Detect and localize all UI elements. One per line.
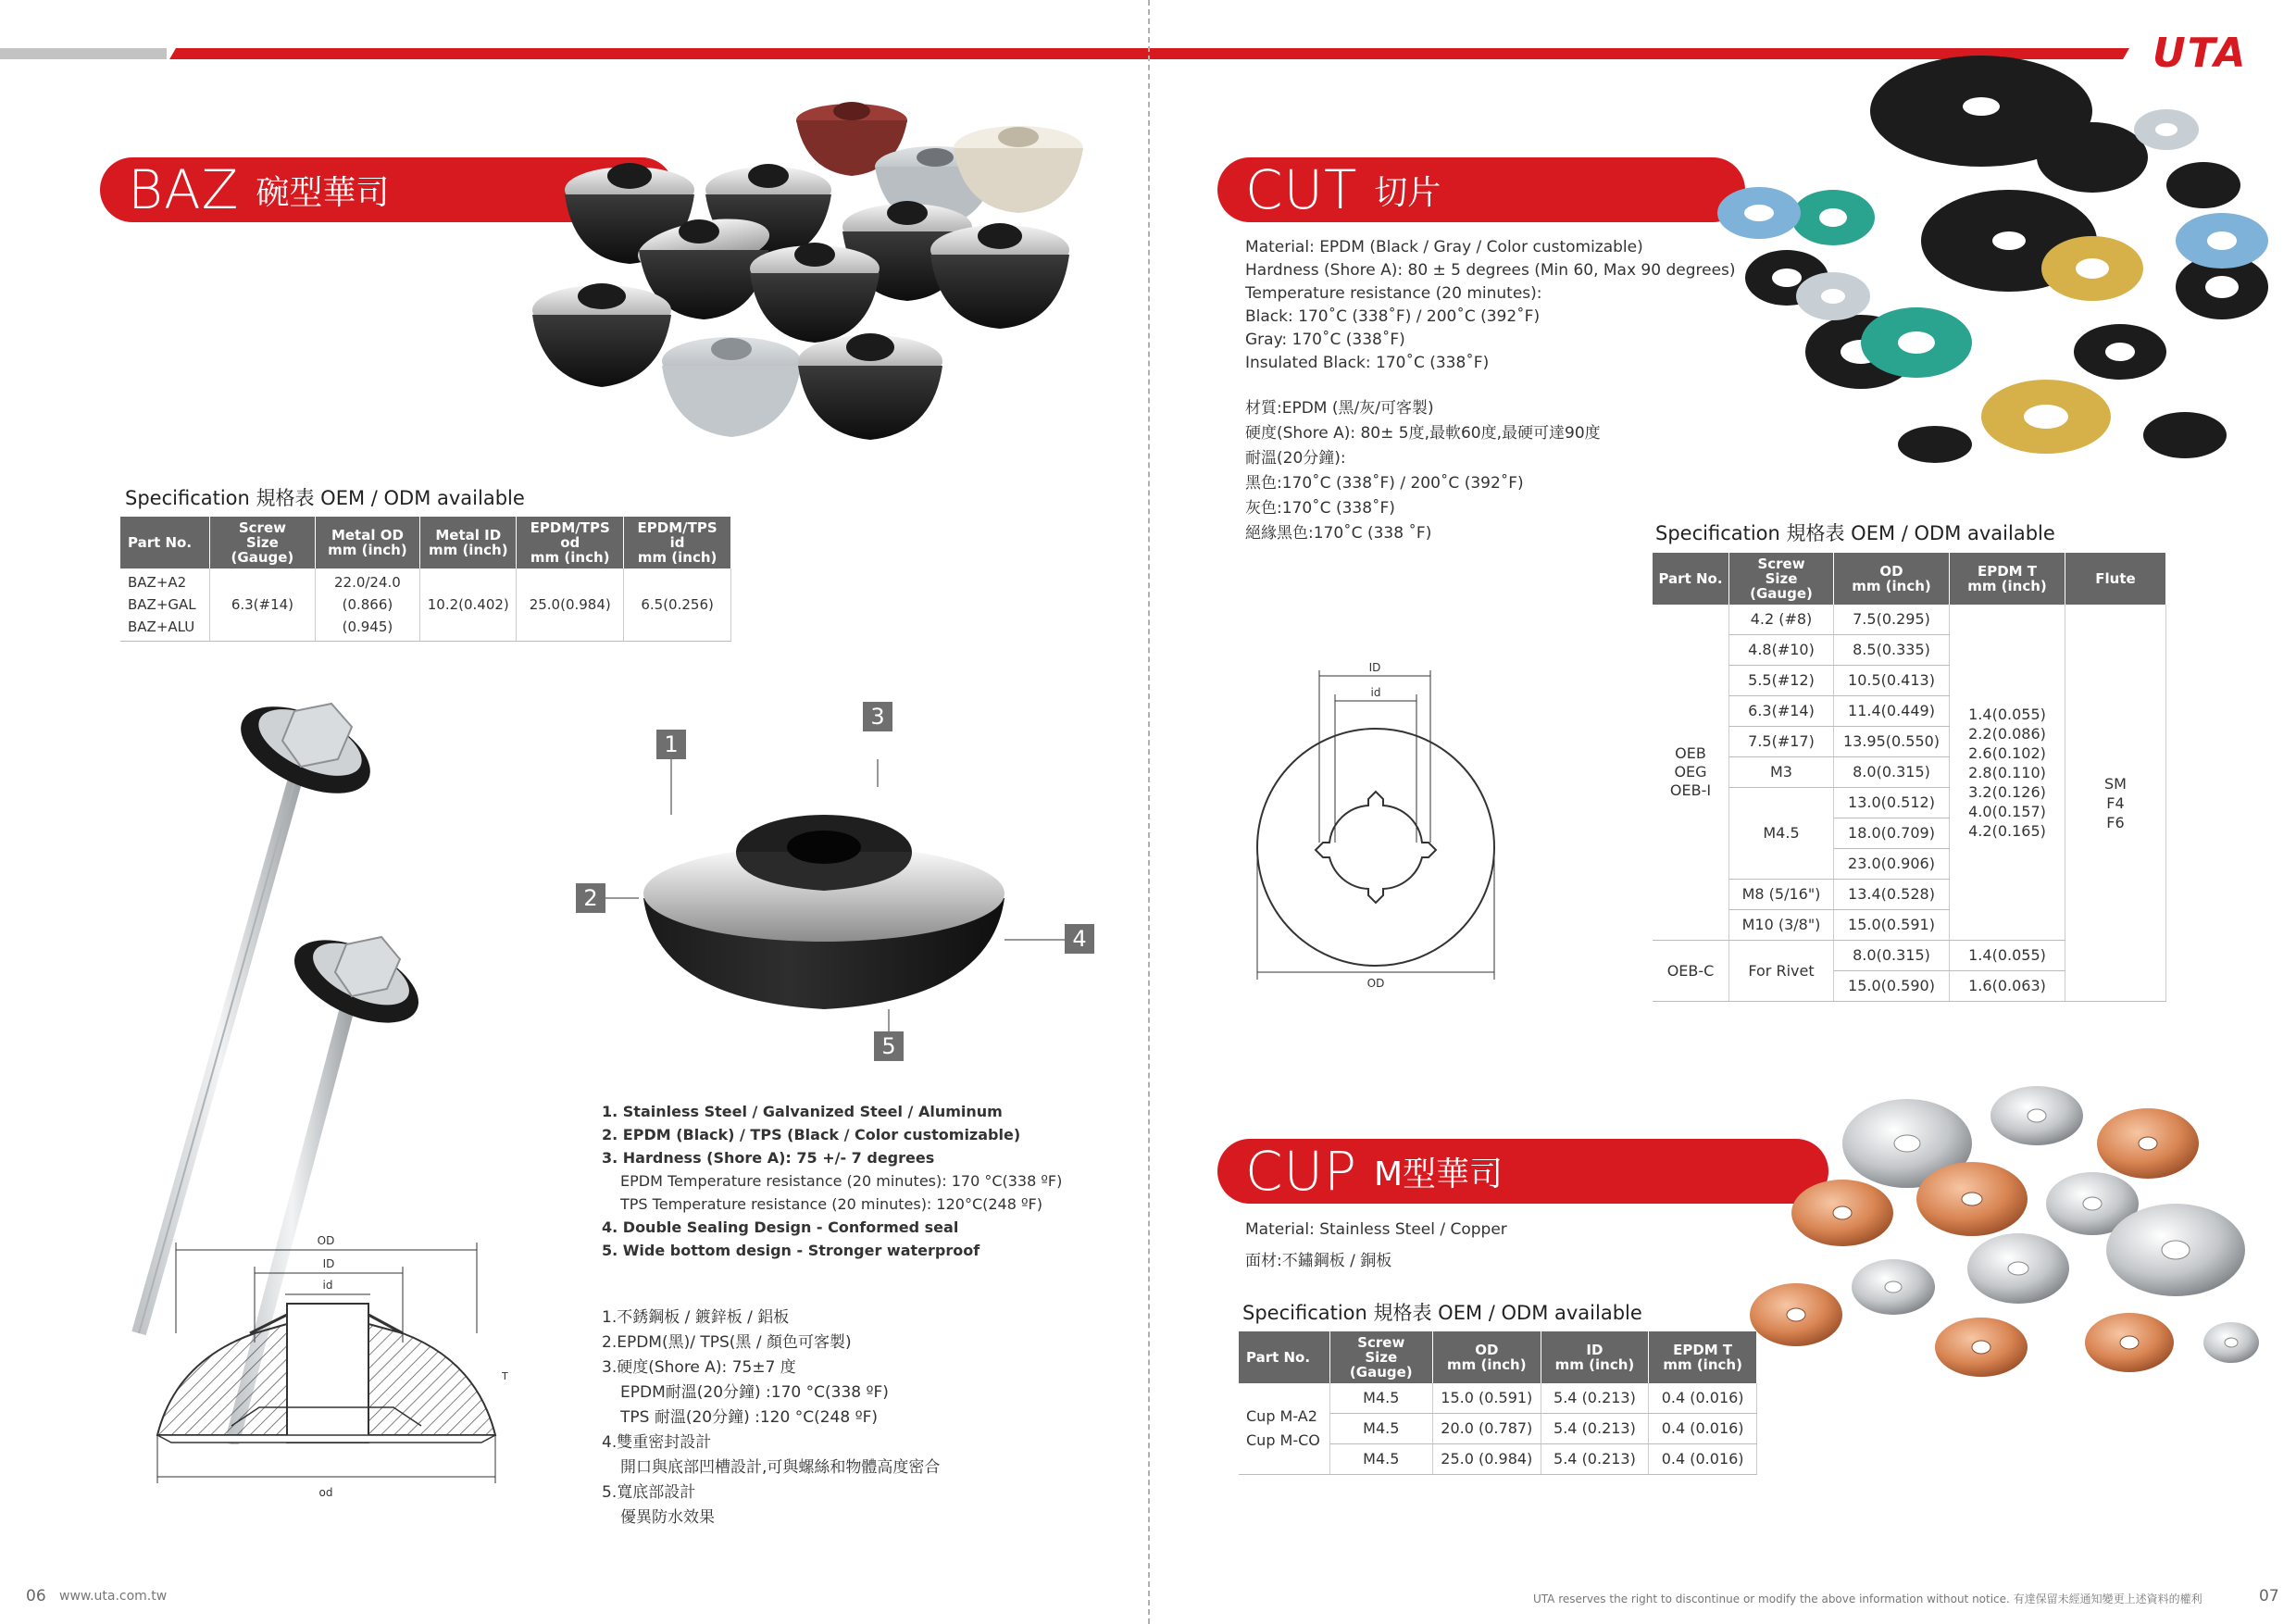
cut-od-cell: 10.5(0.413) (1834, 666, 1950, 696)
cup-part-numbers: Cup M-A2 Cup M-CO (1239, 1383, 1329, 1475)
header-od: OD mm (inch) (1432, 1331, 1541, 1383)
cut-group1-parts: OEB OEG OEB-I (1653, 605, 1729, 941)
callout-2: 2 (576, 883, 605, 913)
cup-table-header-row (1239, 1331, 1757, 1383)
cup-od-cell: 15.0 (0.591) (1432, 1383, 1541, 1414)
baz-features-en (602, 1100, 1139, 1262)
cut-desc-zh-line: 灰色:170˚C (338˚F) (1245, 499, 1395, 518)
cut-t-cell: 1.6(0.063) (1950, 971, 2065, 1002)
cut-group2-size: For Rivet (1729, 941, 1834, 1002)
uta-logo: UTA (2152, 30, 2248, 77)
metal-od-line: (0.945) (342, 618, 393, 635)
feature-zh-line: 優異防水效果 (620, 1508, 715, 1527)
cup-washers-photo (1741, 1074, 2259, 1398)
cut-desc-zh-line: 耐溫(20分鐘): (1245, 449, 1346, 468)
cut-od-cell: 13.95(0.550) (1834, 727, 1950, 757)
cut-group2-part: OEB-C (1653, 941, 1729, 1002)
cup-size-cell: M4.5 (1329, 1444, 1432, 1475)
header-metal-od: Metal OD mm (inch) (315, 517, 420, 568)
feature-line: 4. Double Sealing Design - Conformed seal (602, 1218, 959, 1236)
cut-od-cell: 23.0(0.906) (1834, 849, 1950, 880)
cut-od-cell: 15.0(0.591) (1834, 910, 1950, 941)
cut-dim-id: ID (1368, 661, 1381, 674)
table-row (120, 568, 731, 642)
cup-t-cell: 0.4 (0.016) (1649, 1383, 1757, 1414)
cut-size-cell: 7.5(#17) (1729, 727, 1834, 757)
dim-od-lower-label: od (318, 1486, 333, 1499)
cut-od-cell: 11.4(0.449) (1834, 696, 1950, 727)
baz-epdm-id: 6.5(0.256) (624, 568, 731, 642)
dim-t-label: T (502, 1370, 508, 1382)
cut-washer-drawing (1250, 657, 1509, 1000)
cup-t-cell: 0.4 (0.016) (1649, 1444, 1757, 1475)
cut-size-cell: M3 (1729, 757, 1834, 788)
feature-line: 3. Hardness (Shore A): 75 +/- 7 degrees (602, 1149, 935, 1167)
header-part-no: Part No. (1653, 553, 1729, 605)
top-grey-bar (0, 48, 167, 59)
cup-id-cell: 5.4 (0.213) (1541, 1444, 1649, 1475)
feature-zh-line: EPDM耐溫(20分鐘) :170 °C(338 ºF) (620, 1383, 889, 1402)
cut-od-cell: 13.0(0.512) (1834, 788, 1950, 818)
cup-code: CUP (1245, 1140, 1357, 1203)
cup-banner (1217, 1139, 1828, 1204)
right-page-number: 07 (2259, 1587, 2279, 1605)
feature-zh-line: TPS 耐溫(20分鐘) :120 °C(248 ºF) (620, 1408, 878, 1427)
feature-zh-line: 5.寬底部設計 (602, 1483, 696, 1502)
feature-zh-line: 1.不銹鋼板 / 鍍鋅板 / 鋁板 (602, 1308, 790, 1327)
header-od: OD mm (inch) (1834, 553, 1950, 605)
feature-zh-line: 4.雙重密封設計 (602, 1433, 712, 1452)
callout-3: 3 (863, 702, 892, 731)
cut-size-cell: M8 (5/16") (1729, 880, 1834, 910)
baz-features-zh (602, 1305, 1139, 1530)
callout-leader-lines (555, 704, 1111, 1056)
callout-4: 4 (1065, 924, 1094, 954)
baz-code: BAZ (128, 158, 240, 221)
table-row (1239, 1383, 1757, 1414)
part-number: BAZ+GAL (128, 596, 196, 613)
cut-size-cell: M10 (3/8") (1729, 910, 1834, 941)
cup-description-en: Material: Stainless Steel / Copper (1245, 1220, 1507, 1239)
cup-name-zh: M型華司 (1373, 1155, 1503, 1193)
cup-description-zh: 面材:不鏽鋼板 / 銅板 (1245, 1252, 1392, 1270)
baz-spec-title: Specification 規格表 OEM / ODM available (125, 487, 525, 509)
baz-cross-section-drawing (148, 1222, 537, 1518)
cut-size-cell: 4.2 (#8) (1729, 605, 1834, 635)
feature-zh-line: 3.硬度(Shore A): 75±7 度 (602, 1358, 796, 1377)
feature-line: 2. EPDM (Black) / TPS (Black / Color customizable) (602, 1126, 1021, 1143)
header-screw-size: Screw Size (Gauge) (1729, 553, 1834, 605)
feature-line: 1. Stainless Steel / Galvanized Steel / Aluminum (602, 1103, 1003, 1120)
cut-banner (1217, 157, 1745, 222)
callout-1: 1 (656, 730, 686, 759)
part-number: BAZ+ALU (128, 618, 195, 635)
metal-od-line: 22.0/24.0 (333, 574, 401, 591)
page-fold-line (1148, 0, 1150, 1624)
metal-od-line: (0.866) (342, 596, 393, 613)
cut-table-header-row (1653, 553, 2166, 605)
cut-desc-line: Material: EPDM (Black / Gray / Color customizable) (1245, 238, 1643, 256)
cut-desc-line: Gray: 170˚C (338˚F) (1245, 331, 1405, 349)
cut-desc-line: Black: 170˚C (338˚F) / 200˚C (392˚F) (1245, 307, 1541, 326)
cut-od-cell: 8.5(0.335) (1834, 635, 1950, 666)
cup-od-cell: 25.0 (0.984) (1432, 1444, 1541, 1475)
right-footer-notice: UTA reserves the right to discontinue or modify the above information without notice. 有達保留未經通知變更上述資料的權利 (1533, 1593, 2202, 1605)
header-screw-size: Screw Size (Gauge) (1329, 1331, 1432, 1383)
cut-od-cell: 7.5(0.295) (1834, 605, 1950, 635)
cut-od-cell: 8.0(0.315) (1834, 757, 1950, 788)
baz-metal-id: 10.2(0.402) (420, 568, 517, 642)
cup-size-cell: M4.5 (1329, 1383, 1432, 1414)
cut-description-en (1245, 236, 1764, 375)
baz-washers-photo (500, 83, 1129, 472)
cut-desc-line: Temperature resistance (20 minutes): (1245, 284, 1542, 303)
header-id: ID mm (inch) (1541, 1331, 1649, 1383)
header-metal-id: Metal ID mm (inch) (420, 517, 517, 568)
cut-washers-photo (1703, 56, 2277, 463)
cut-desc-zh-line: 材質:EPDM (黑/灰/可客製) (1245, 399, 1434, 418)
header-screw-size: Screw Size (Gauge) (210, 517, 315, 568)
header-part-no: Part No. (1239, 1331, 1329, 1383)
cut-od-cell: 18.0(0.709) (1834, 818, 1950, 849)
cut-size-cell: M4.5 (1729, 788, 1834, 880)
left-page-number: 06 (26, 1587, 46, 1605)
cut-desc-zh-line: 黑色:170˚C (338˚F) / 200˚C (392˚F) (1245, 474, 1524, 493)
cup-spec-title: Specification 規格表 OEM / ODM available (1242, 1302, 1642, 1324)
cut-desc-zh-line: 硬度(Shore A): 80± 5度,最軟60度,最硬可達90度 (1245, 424, 1601, 443)
feature-line: EPDM Temperature resistance (20 minutes): 170 °C(338 ºF) (620, 1172, 1063, 1190)
cup-id-cell: 5.4 (0.213) (1541, 1414, 1649, 1444)
cut-od-cell: 8.0(0.315) (1834, 941, 1950, 971)
cut-spec-table (1653, 553, 2166, 1002)
cup-od-cell: 20.0 (0.787) (1432, 1414, 1541, 1444)
part-number: BAZ+A2 (128, 574, 187, 591)
baz-name-zh: 碗型華司 (256, 173, 390, 212)
cut-flute: SM F4 F6 (2065, 605, 2166, 1002)
cut-desc-line: Hardness (Shore A): 80 ± 5 degrees (Min 60, Max 90 degrees) (1245, 261, 1736, 280)
feature-line: TPS Temperature resistance (20 minutes): 120°C(248 ºF) (620, 1195, 1042, 1213)
header-epdm-id: EPDM/TPS id mm (inch) (624, 517, 731, 568)
cut-od-cell: 15.0(0.590) (1834, 971, 1950, 1002)
header-flute: Flute (2065, 553, 2166, 605)
callout-5: 5 (874, 1031, 904, 1061)
header-epdm-od: EPDM/TPS od mm (inch) (517, 517, 624, 568)
cut-od-cell: 13.4(0.528) (1834, 880, 1950, 910)
cut-desc-line: Insulated Black: 170˚C (338˚F) (1245, 354, 1490, 372)
cup-t-cell: 0.4 (0.016) (1649, 1414, 1757, 1444)
baz-metal-od (315, 568, 420, 642)
baz-spec-table (120, 517, 731, 642)
baz-epdm-od: 25.0(0.984) (517, 568, 624, 642)
dim-id-lower-label: id (322, 1279, 333, 1292)
cut-size-cell: 5.5(#12) (1729, 666, 1834, 696)
cut-desc-zh-line: 絕緣黑色:170˚C (338 ˚F) (1245, 524, 1432, 543)
left-footer-url[interactable]: www.uta.com.tw (59, 1589, 168, 1604)
baz-part-numbers (120, 568, 210, 642)
feature-zh-line: 2.EPDM(黑)/ TPS(黑 / 顏色可客製) (602, 1333, 852, 1352)
baz-screw-size: 6.3(#14) (210, 568, 315, 642)
header-part-no: Part No. (120, 517, 210, 568)
dim-od-label: OD (317, 1234, 335, 1247)
cut-name-zh: 切片 (1374, 173, 1441, 212)
header-epdm-t: EPDM T mm (inch) (1649, 1331, 1757, 1383)
cup-size-cell: M4.5 (1329, 1414, 1432, 1444)
cut-code: CUT (1245, 158, 1358, 221)
cup-id-cell: 5.4 (0.213) (1541, 1383, 1649, 1414)
header-epdm-t: EPDM T mm (inch) (1950, 553, 2065, 605)
cut-spec-title: Specification 規格表 OEM / ODM available (1655, 522, 2055, 544)
baz-table-header-row (120, 517, 731, 568)
cut-group1-thickness: 1.4(0.055) 2.2(0.086) 2.6(0.102) 2.8(0.110) 3.2(0.126) 4.0(0.157) 4.2(0.165) (1950, 605, 2065, 941)
cut-t-cell: 1.4(0.055) (1950, 941, 2065, 971)
table-row (1653, 605, 2166, 635)
dim-id-label: ID (322, 1257, 335, 1270)
cut-size-cell: 4.8(#10) (1729, 635, 1834, 666)
cut-dim-od: OD (1366, 977, 1385, 990)
cup-spec-table (1239, 1331, 1757, 1475)
cut-dim-id-lower: id (1370, 686, 1381, 699)
feature-line: 5. Wide bottom design - Stronger waterproof (602, 1242, 980, 1259)
feature-zh-line: 開口與底部凹槽設計,可與螺絲和物體高度密合 (620, 1458, 941, 1477)
cut-size-cell: 6.3(#14) (1729, 696, 1834, 727)
